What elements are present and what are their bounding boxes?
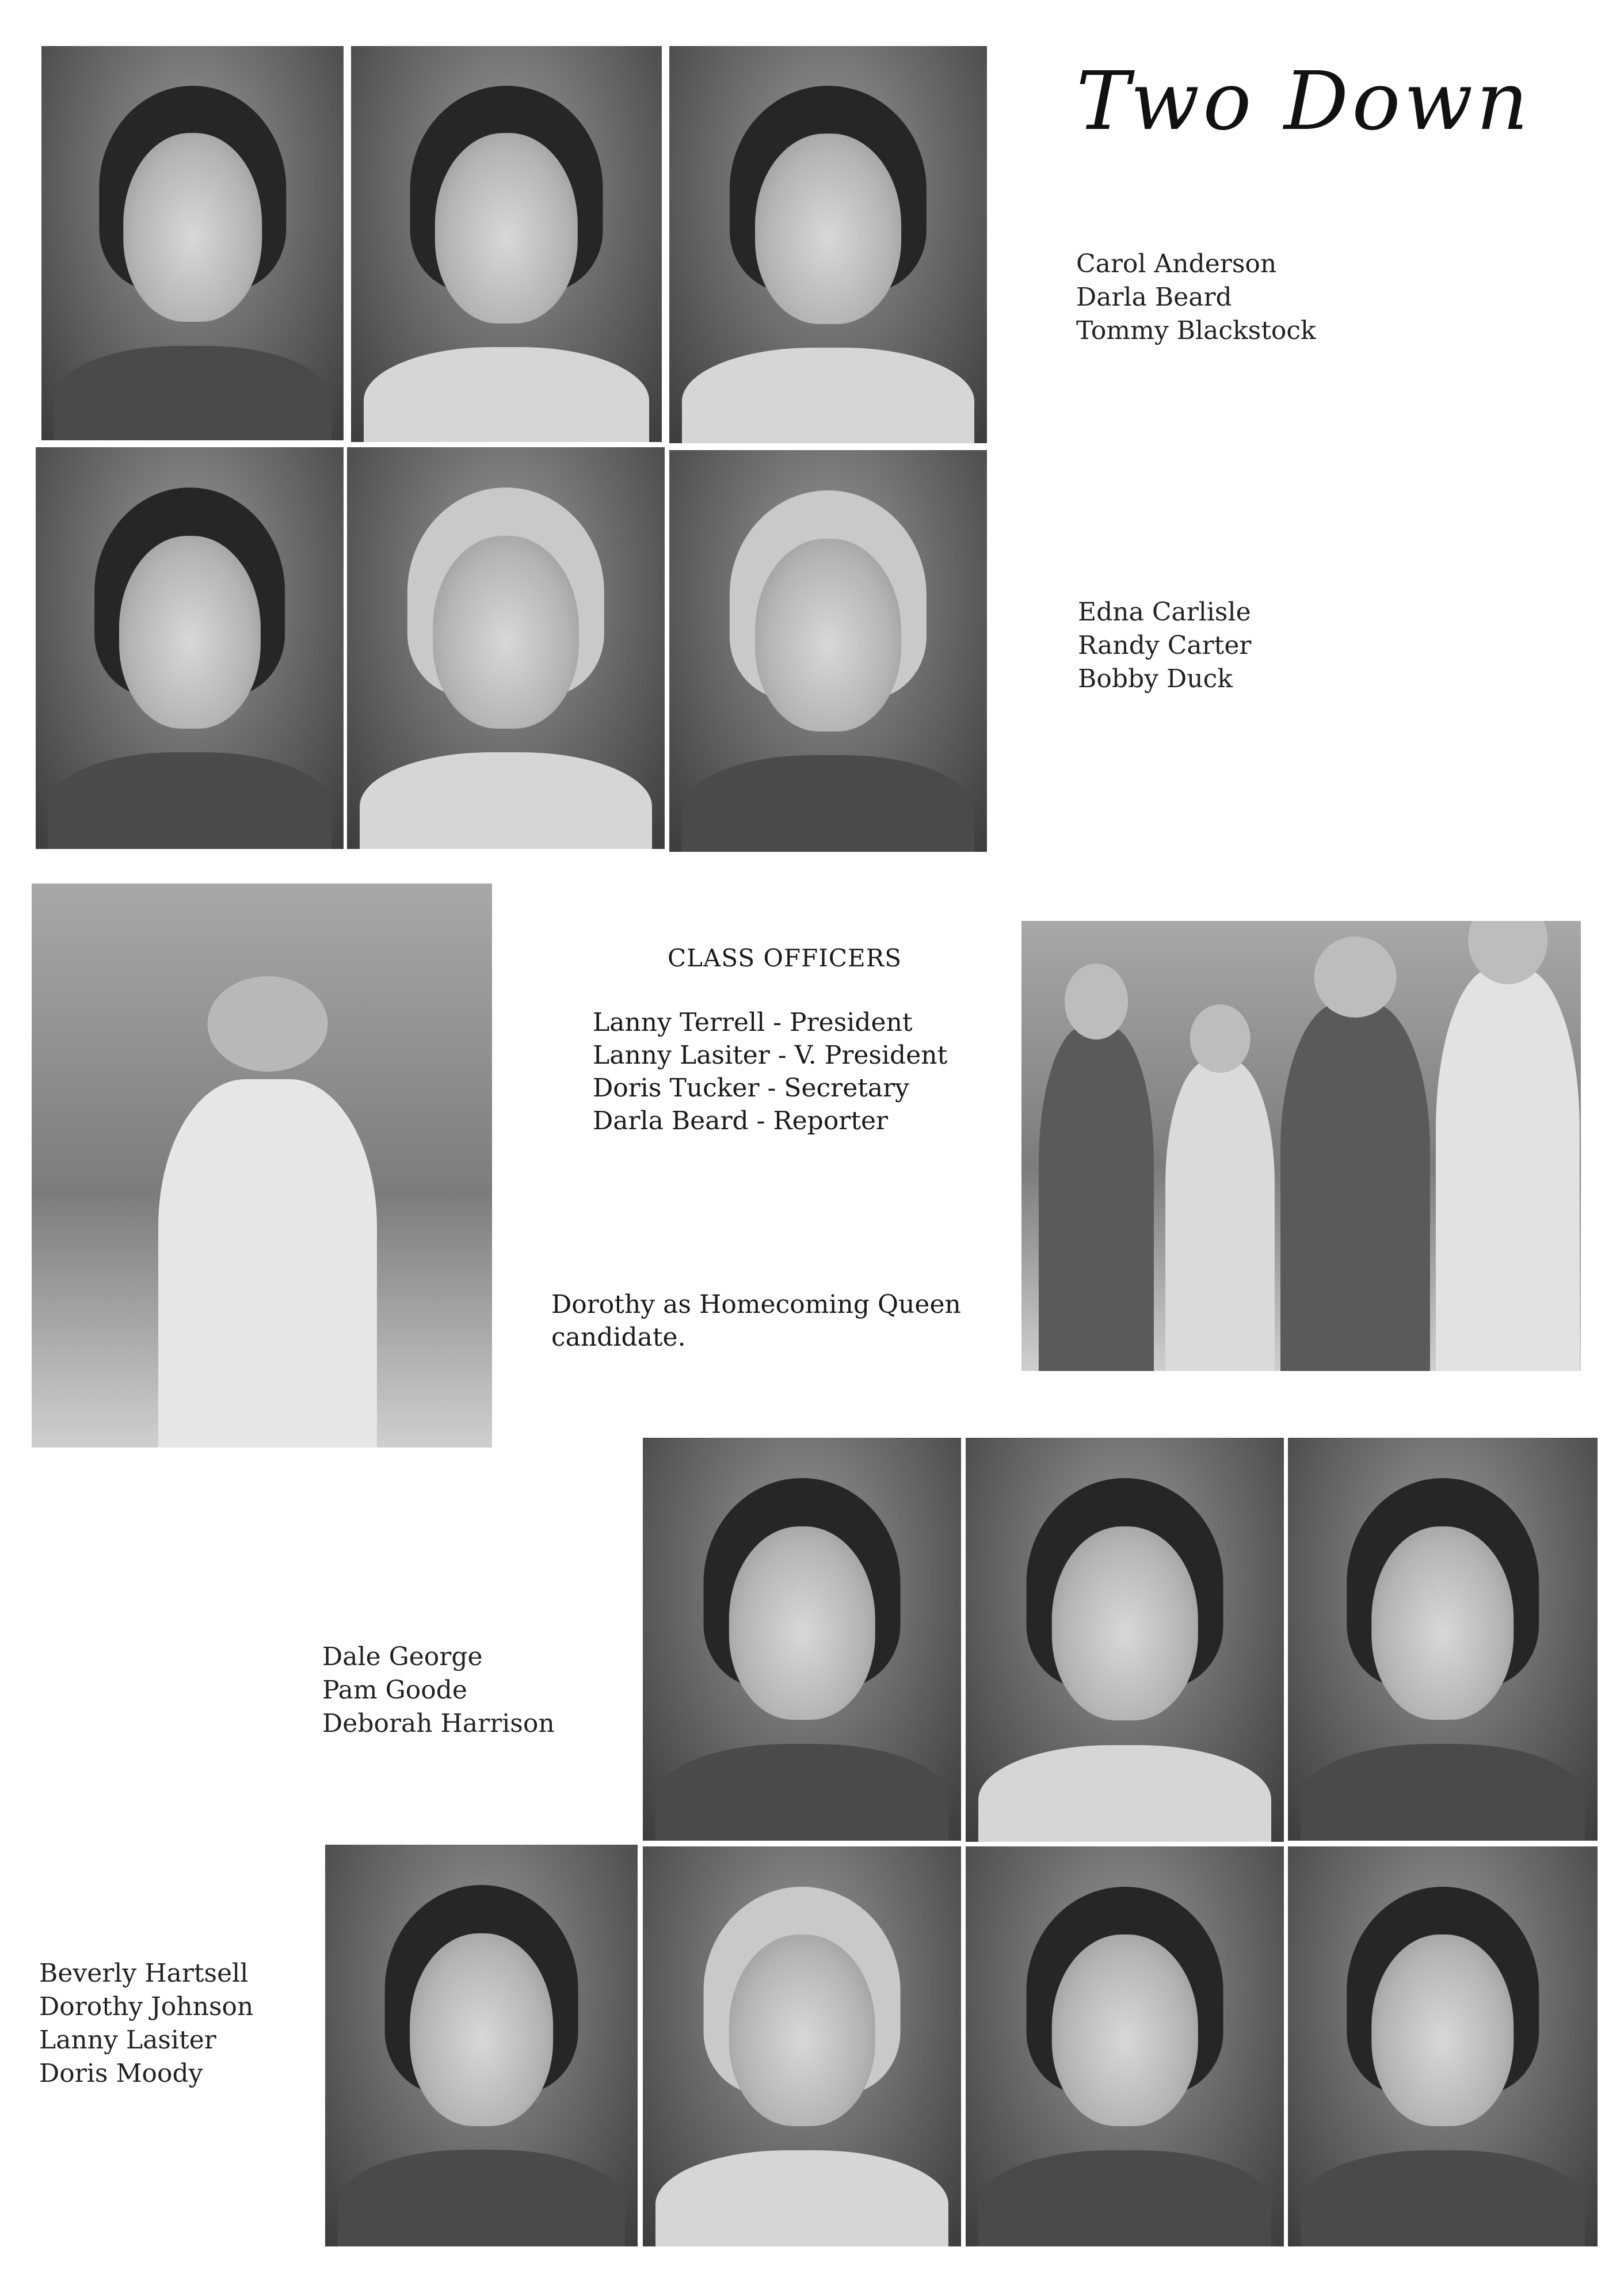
name-lanny-lasiter: Lanny Lasiter xyxy=(39,2025,216,2055)
name-dorothy-johnson: Dorothy Johnson xyxy=(39,1992,254,2021)
class-officers-list xyxy=(593,1006,947,1137)
top-row-names xyxy=(1076,247,1316,348)
name-tommy-blackstock: Tommy Blackstock xyxy=(1076,316,1316,345)
portrait-deborah-harrison xyxy=(1288,1438,1598,1841)
officer-president: Lanny Terrell - President xyxy=(593,1008,913,1037)
portrait-bobby-duck xyxy=(669,450,987,852)
name-randy-carter: Randy Carter xyxy=(1078,631,1252,660)
portrait-doris-moody xyxy=(1288,1846,1598,2246)
name-edna-carlisle: Edna Carlisle xyxy=(1078,597,1251,627)
homecoming-queen-photo xyxy=(32,883,492,1448)
portrait-pam-goode xyxy=(966,1438,1284,1842)
portrait-carol-anderson xyxy=(41,46,344,440)
queen-photo-caption: Dorothy as Homecoming Queen candidate. xyxy=(551,1290,961,1352)
second-row-names xyxy=(1078,596,1251,696)
bottom-row-names xyxy=(39,1957,253,2090)
name-carol-anderson: Carol Anderson xyxy=(1076,249,1277,279)
portrait-randy-carter xyxy=(347,447,665,849)
portrait-beverly-hartsell xyxy=(325,1845,638,2246)
page-title: Two Down xyxy=(1076,55,1532,148)
name-beverly-hartsell: Beverly Hartsell xyxy=(39,1959,249,1988)
class-officers-photo xyxy=(1021,921,1581,1371)
class-officers-heading: CLASS OFFICERS xyxy=(668,944,902,972)
name-doris-moody: Doris Moody xyxy=(39,2059,203,2088)
portrait-tommy-blackstock xyxy=(669,46,987,443)
name-darla-beard: Darla Beard xyxy=(1076,283,1232,312)
name-dale-george: Dale George xyxy=(322,1642,483,1671)
officer-secretary: Doris Tucker - Secretary xyxy=(593,1073,910,1103)
officer-reporter: Darla Beard - Reporter xyxy=(593,1106,889,1136)
third-row-names xyxy=(322,1640,555,1741)
name-deborah-harrison: Deborah Harrison xyxy=(322,1709,555,1738)
portrait-lanny-lasiter xyxy=(966,1846,1284,2246)
portrait-darla-beard xyxy=(351,46,662,442)
portrait-dale-george xyxy=(643,1438,961,1841)
portrait-edna-carlisle xyxy=(36,447,344,849)
name-pam-goode: Pam Goode xyxy=(322,1675,467,1705)
officer-vice-president: Lanny Lasiter - V. President xyxy=(593,1041,948,1070)
name-bobby-duck: Bobby Duck xyxy=(1078,664,1233,694)
portrait-dorothy-johnson xyxy=(643,1846,961,2246)
